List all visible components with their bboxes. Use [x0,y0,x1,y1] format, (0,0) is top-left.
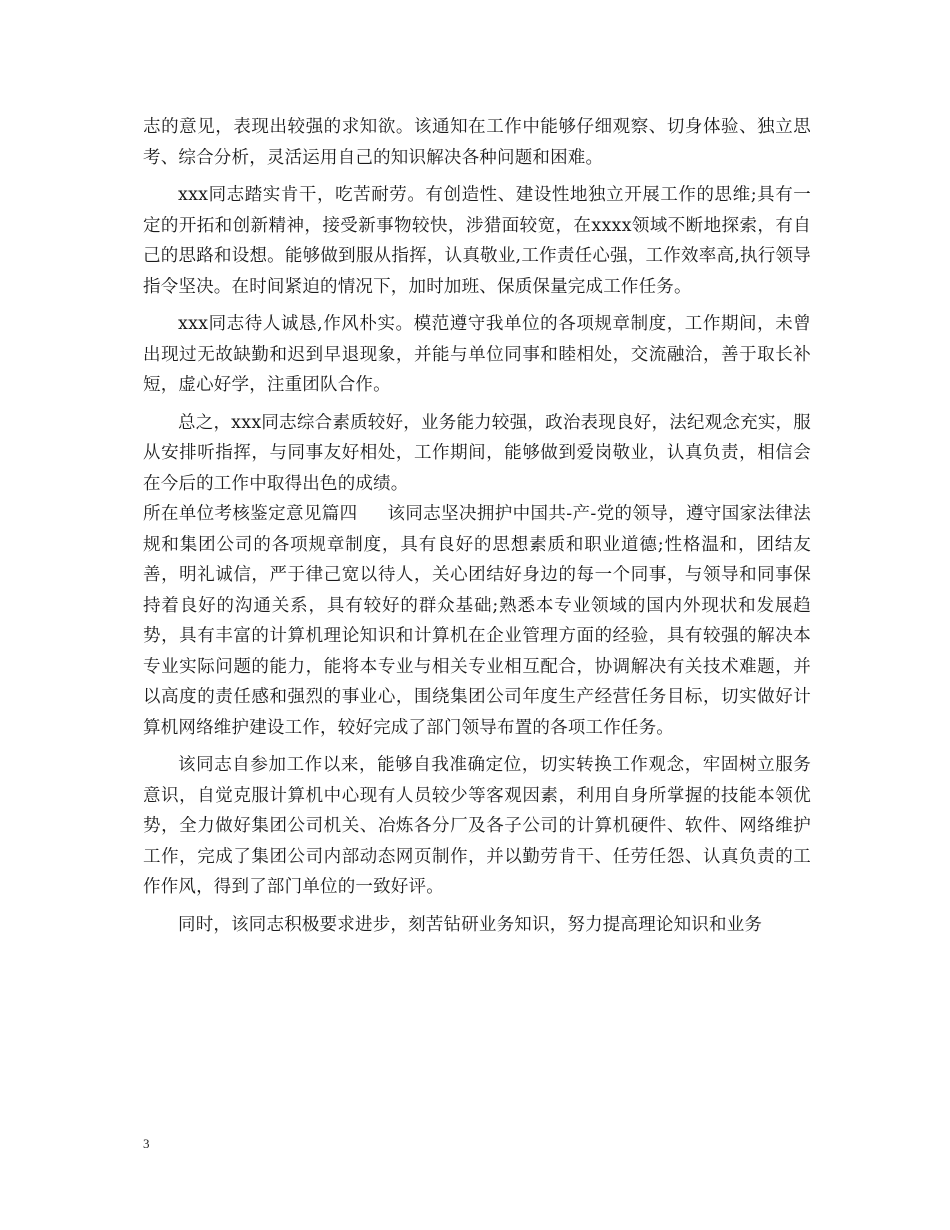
paragraph-conduct: xxx同志待人诚恳,作风朴实。模范遵守我单位的各项规章制度，工作期间，未曾出现过无故缺勤和迟到早退现象，并能与单位同事和睦相处，交流融洽，善于取长补短，虚心好学，注重团队合作。 [143,314,811,395]
section-heading: 所在单位考核鉴定意见篇四 [143,504,358,524]
section-four-text: 该同志坚决拥护中国共-产-党的领导，遵守国家法律法规和集团公司的各项规章制度，具有良好的思想素质和职业道德;性格温和，团结友善，明礼诚信，严于律己宽以待人，关心团结好身边的每一个同事，与领导和同事保持着良好的沟通关系，具有较好的群众基础;熟悉本专业领域的国内外现状和发展趋势，具有丰富的计算机理论知识和计算机在企业管理方面的经验，具有较强的解决本专业实际问题的能力，能将本专业与相关专业相互配合，协调解决有关技术难题，并以高度的责任感和强烈的事业心，围绕集团公司年度生产经营任务目标，切实做好计算机网络维护建设工作，较好完成了部门领导布置的各项工作任务。 [143,504,812,738]
paragraph-section-four [143,499,811,743]
page-number: 3 [143,1136,150,1151]
paragraph-continuation: 志的意见，表现出较强的求知欲。该通知在工作中能够仔细观察、切身体验、独立思考、综合分析，灵活运用自己的知识解决各种问题和困难。 [143,117,811,168]
paragraph-work-performance: 该同志自参加工作以来，能够自我准确定位，切实转换工作观念，牢固树立服务意识，自觉克服计算机中心现有人员较少等客观因素，利用自身所掌握的技能本领优势，全力做好集团公司机关、冶炼各分厂及各子公司的计算机硬件、软件、网络维护工作，完成了集团公司内部动态网页制作，并以勤劳肯干、任劳任怨、认真负责的工作作风，得到了部门单位的一致好评。 [143,755,811,897]
paragraph-summary: 总之，xxx同志综合素质较好，业务能力较强，政治表现良好，法纪观念充实，服从安排听指挥，与同事友好相处，工作期间，能够做到爱岗敬业，认真负责，相信会在今后的工作中取得出色的成绩。 [143,412,811,494]
paragraph-progress: 同时，该同志积极要求进步，刻苦钻研业务知识，努力提高理论知识和业务 [178,914,763,935]
paragraph-work-attitude: xxx同志踏实肯干，吃苦耐劳。有创造性、建设性地独立开展工作的思维;具有一定的开拓和创新精神，接受新事物较快，涉猎面较宽，在xxxx领域不断地探索，有自己的思路和设想。能够做到服从指挥，认真敬业,工作责任心强，工作效率高,执行领导指令坚决。在时间紧迫的情况下，加时加班、保质保量完成工作任务。 [143,185,811,297]
document-body [143,112,811,940]
